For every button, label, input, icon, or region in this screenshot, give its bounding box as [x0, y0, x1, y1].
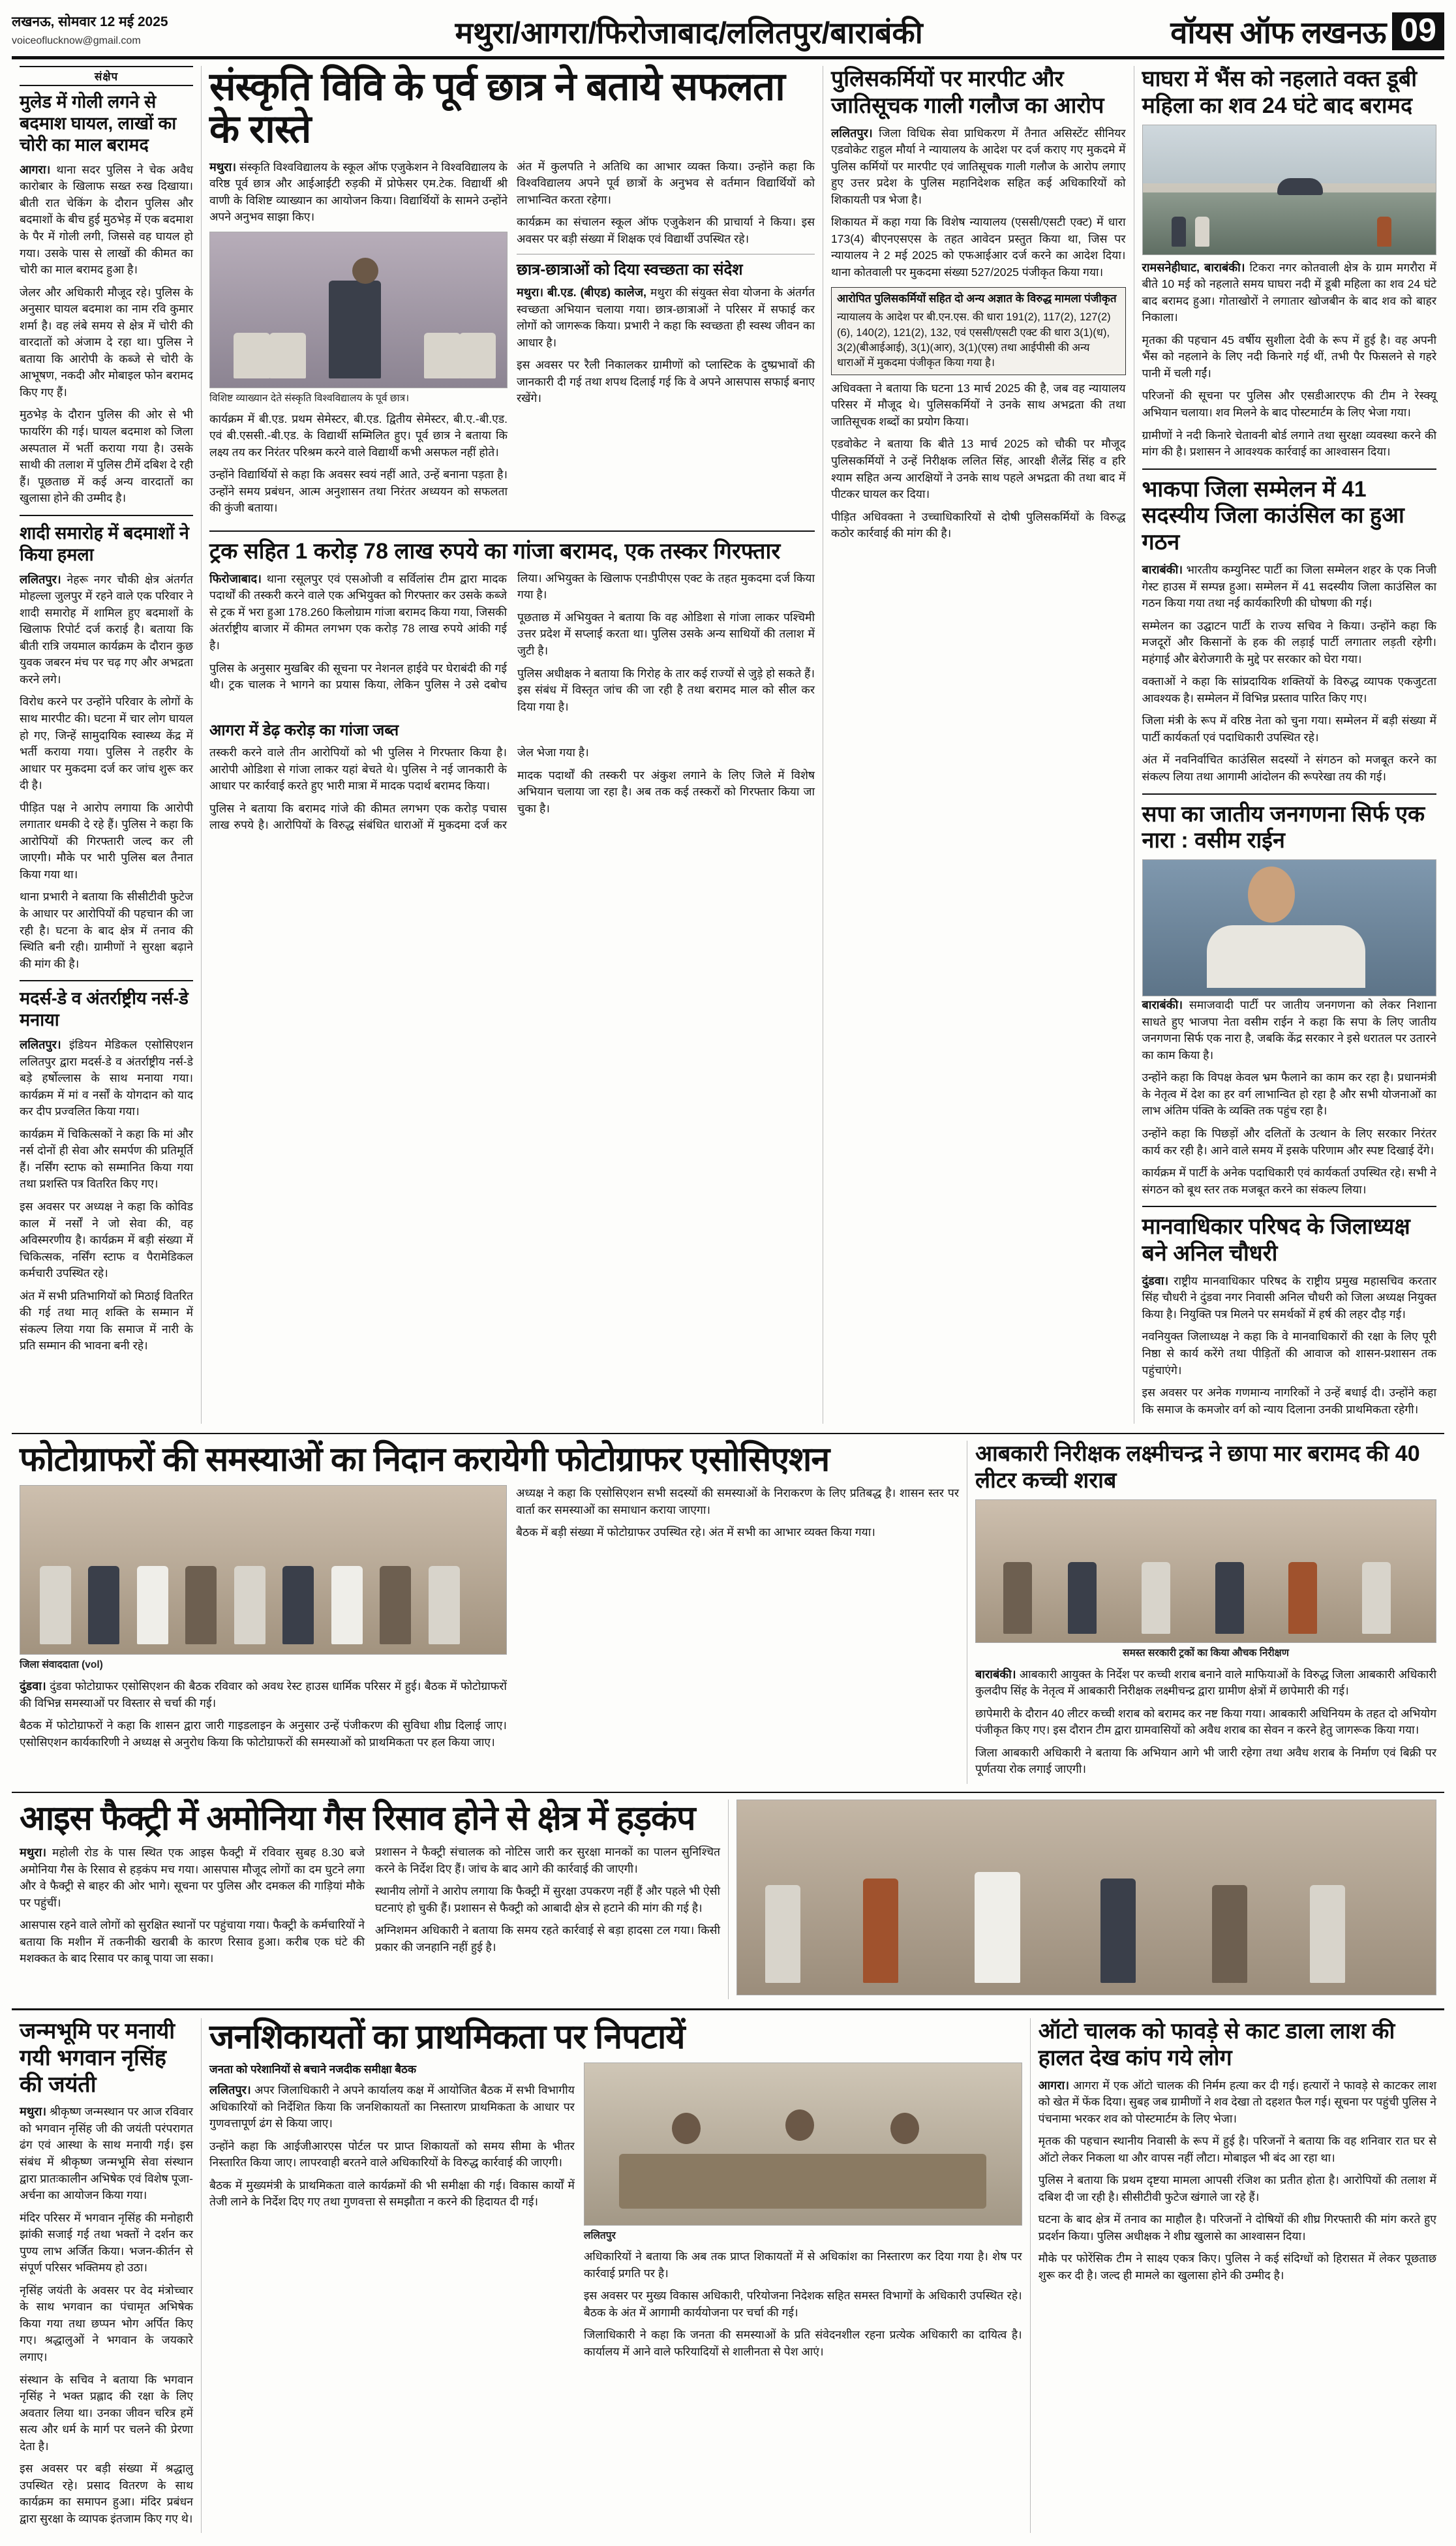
- masthead-editions: मथुरा/आगरा/फिरोजाबाद/ललितपुर/बाराबंकी: [455, 16, 923, 50]
- ganja-sub-p1: तस्करी करने वाले तीन आरोपियों को भी पुलिस ने गिरफ्तार किया है। आरोपी ओडिशा से गांजा लाकर यहां बेचते थे। पुलिस ने नई जानकारी के आधार पर कार्रवाई करते हुए भारी मात्रा में मादक पदार्थ बरामद किया।: [209, 745, 507, 793]
- page-number: 09: [1392, 12, 1444, 50]
- text: इंडियन मेडिकल एसोसिएशन ललितपुर द्वारा मदर्स-डे व अंतर्राष्ट्रीय नर्स-डे बड़े हर्षोल्लास के साथ मनाया गया। कार्यक्रम में मां व नर्सों के योगदान को याद कर दीप प्रज्वलित किया गया।: [20, 1038, 193, 1118]
- photographer-headline: फोटोग्राफरों की समस्याओं का निदान करायेगी फोटोग्राफर एसोसिएशन: [20, 1441, 830, 1479]
- dateline: बाराबंकी।: [1142, 998, 1183, 1012]
- police-box: [831, 287, 1126, 375]
- bottom-band: [12, 2008, 1444, 2534]
- divider: [1142, 793, 1437, 795]
- sapa-p2: उन्होंने कहा कि विपक्ष केवल भ्रम फैलाने का काम कर रहा है। प्रधानमंत्री के नेतृत्व में देश का हर वर्ग लाभान्वित हो रहा है और सभी योजनाओं का लाभ अंतिम पंक्ति के व्यक्ति तक पहुंच रहा है।: [1142, 1071, 1436, 1118]
- brief-story1-headline: मुलेड में गोली लगने से बदमाश घायल, लाखों का चोरी का माल बरामद: [20, 92, 177, 155]
- photographer-caption: जिला संवाददाता (vol): [20, 1659, 103, 1671]
- column-brief: [12, 66, 201, 1424]
- lead-p1: [209, 159, 508, 226]
- sapa-p1: [1142, 996, 1437, 1064]
- hr-p3: इस अवसर पर अनेक गणमान्य नागरिकों ने उन्हें बधाई दी। उन्होंने कहा कि समाज के कमजोर वर्ग को न्याय दिलाना उनकी प्राथमिकता रहेगी।: [1142, 1386, 1436, 1416]
- ice-band: [12, 1792, 1444, 1999]
- dateline: ललितपुर।: [20, 572, 61, 586]
- lead-p2: कार्यक्रम में बी.एड. प्रथम सेमेस्टर, बी.एड. द्वितीय सेमेस्टर, बी.ए.-बी.एड. एवं बी.एससी.-बी.एड. के विद्यार्थी सम्मिलित हुए। पूर्व छात्र ने बताया कि लक्ष्य तय कर निरंतर परिश्रम करने वाले विद्यार्थी कभी असफल नहीं होते।: [209, 412, 508, 459]
- brief-kicker: संक्षेप: [20, 66, 193, 86]
- cpi-p5: अंत में नवनिर्वाचित काउंसिल सदस्यों ने संगठन को मजबूत करने का संकल्प लिया तथा आगामी आंदोलन की रूपरेखा तय की गई।: [1142, 753, 1436, 784]
- police-box-body: न्यायालय के आदेश पर बी.एन.एस. की धारा 191(2), 117(2), 127(2)(6), 140(2), 121(2), 132, एवं एससी/एसटी एक्ट की धारा 3(1)(ध), 3(2)(बीआईआई), 3(1)(आर), 3(1)(एस) तथा आईपीसी की अन्य धाराओं में मुकदमा पंजीकृत किया गया है।: [837, 311, 1111, 369]
- text: थाना रसूलपुर एवं एसओजी व सर्विलांस टीम द्वारा मादक पदार्थों की तस्करी करने वाले एक अभियुक्त को गिरफ्तार कर उसके कब्जे से ट्रक में भरा हुआ 178.260 किलोग्राम गांजा बरामद किया गया, जिसकी अंतर्राष्ट्रीय बाजार में कीमत लगभग एक करोड़ 78 लाख रुपये आंकी गई है।: [209, 572, 507, 652]
- photographer-p1: [20, 1678, 507, 1711]
- ganja-p1: [209, 570, 507, 654]
- brief-story3-p1: [20, 1036, 193, 1120]
- hr-p2: नवनियुक्त जिलाध्यक्ष ने कहा कि वे मानवाधिकारों की रक्षा के लिए पूरी निष्ठा से कार्य करेंगे तथा पीड़ितों की आवाज को शासन-प्रशासन तक पहुंचाएंगे।: [1142, 1330, 1436, 1377]
- brief-story2-p4: थाना प्रभारी ने बताया कि सीसीटीवी फुटेज के आधार पर आरोपियों की पहचान की जा रही है। घटना के बाद क्षेत्र में तनाव की स्थिति बनी रही। ग्रामीणों ने सुरक्षा बढ़ाने की मांग की है।: [20, 890, 193, 970]
- grievance-sub-headline: जनता को परेशानियों से बचाने नजदीक समीक्षा बैठक: [209, 2063, 416, 2076]
- text: राष्ट्रीय मानवाधिकार परिषद के राष्ट्रीय प्रमुख महासचिव करतार सिंह चौधरी ने दुंडवा नगर निवासी अनिल चौधरी को जिला अध्यक्ष नियुक्त किया है। नियुक्ति पत्र मिलने पर समर्थकों में हर्ष की लहर दौड़ गई।: [1142, 1274, 1436, 1321]
- auto-p1: [1039, 2077, 1436, 2128]
- excise-photo: [975, 1499, 1436, 1643]
- divider: [20, 515, 193, 516]
- ganja-headline: ट्रक सहित 1 करोड़ 78 लाख रुपये का गांजा बरामद, एक तस्कर गिरफ्तार: [209, 538, 781, 564]
- sapa-p3: उन्होंने कहा कि पिछड़ों और दलितों के उत्थान के लिए सरकार निरंतर कार्य कर रही है। आने वाले समय में इसके परिणाम और स्पष्ट दिखाई देंगे।: [1142, 1126, 1436, 1157]
- column-lead: [201, 66, 823, 1424]
- column-police: [823, 66, 1134, 1424]
- auto-p5: मौके पर फोरेंसिक टीम ने साक्ष्य एकत्र किए। पुलिस ने कई संदिग्धों को हिरासत में लेकर पूछताछ शुरू कर दी है। जल्द ही मामले का खुलासा होने की उम्मीद है।: [1038, 2252, 1436, 2282]
- masthead-email: voiceoflucknow@gmail.com: [12, 35, 141, 47]
- ganja-p3: पूछताछ में अभियुक्त ने बताया कि वह ओडिशा से गांजा लाकर पश्चिमी उत्तर प्रदेश में सप्लाई करता था। पुलिस उसके अन्य साथियों की तलाश में जुटी है।: [517, 610, 815, 657]
- text: श्रीकृष्ण जन्मस्थान पर आज रविवार को भगवान नृसिंह जी की जयंती परंपरागत ढंग एवं आस्था के साथ मनायी गई। इस संबंध में श्रीकृष्ण जन्मभूमि सेवा संस्थान द्वारा प्रातःकालीन अभिषेक एवं विशेष पूजा-अर्चना का आयोजन किया गया।: [20, 2105, 193, 2202]
- ghaghra-p1: [1142, 259, 1437, 326]
- ghaghra-photo: [1142, 125, 1437, 255]
- dateline: बाराबंकी।: [975, 1667, 1016, 1681]
- dateline: मथुरा।: [20, 1846, 47, 1860]
- police-box-title: आरोपित पुलिसकर्मियों सहित दो अन्य अज्ञात के विरुद्ध मामला पंजीकृत: [837, 292, 1117, 305]
- dateline: रामसनेहीघाट, बाराबंकी।: [1142, 260, 1245, 274]
- brief-story1-p2: जेलर और अधिकारी मौजूद रहे। पुलिस के अनुसार घायल बदमाश का नाम रवि कुमार शर्मा है। वह लंबे समय से क्षेत्र में चोरी की वारदातों को अंजाम दे रहा था। पुलिस ने बताया कि आरोपी के कब्जे से चोरी के आभूषण, नकदी और मोबाइल फोन बरामद किए गए हैं।: [20, 285, 193, 399]
- ganja-p2: पुलिस के अनुसार मुखबिर की सूचना पर नेशनल हाईवे पर घेराबंदी की गई थी। ट्रक चालक ने भागने का प्रयास किया, लेकिन पुलिस ने उसे दबोच लिया। अभियुक्त के खिलाफ एनडीपीएस एक्ट के तहत मुकदमा दर्ज किया गया है।: [209, 571, 815, 692]
- excise-story: [967, 1441, 1444, 1784]
- text: दुंडवा फोटोग्राफर एसोसिएशन की बैठक रविवार को अवध रेस्ट हाउस धार्मिक परिसर में हुई। बैठक में फोटोग्राफरों की विभिन्न समस्याओं पर विस्तार से चर्चा की गई।: [20, 1679, 507, 1710]
- grievance-p1: [209, 2081, 575, 2132]
- cpi-p2: सम्मेलन का उद्घाटन पार्टी के राज्य सचिव ने किया। उन्होंने कहा कि मजदूरों और किसानों के हक की लड़ाई पार्टी लगातार लड़ती रहेगी। महंगाई और बेरोजगारी के मुद्दे पर सरकार को घेरा गया।: [1142, 619, 1436, 666]
- brief-story1-p3: मुठभेड़ के दौरान पुलिस की ओर से भी फायरिंग की गई। घायल बदमाश को जिला अस्पताल में भर्ती कराया गया है। उसके साथी की तलाश में पुलिस टीमें दबिश दे रही हैं। पूछताछ में कई अन्य वारदातों का खुलासा होने की उम्मीद है।: [20, 408, 193, 505]
- dateline: दुंडवा।: [20, 1679, 46, 1693]
- divider: [1142, 1206, 1437, 1207]
- masthead-city-date: लखनऊ, सोमवार 12 मई 2025: [12, 14, 168, 29]
- cpi-p4: जिला मंत्री के रूप में वरिष्ठ नेता को चुना गया। सम्मेलन में बड़ी संख्या में पार्टी कार्यकर्ता एवं पदाधिकारी उपस्थित रहे।: [1142, 714, 1436, 744]
- ice-photo-col: [728, 1800, 1444, 1999]
- dateline: दुंडवा।: [1142, 1274, 1169, 1287]
- ghaghra-p4: ग्रामीणों ने नदी किनारे चेतावनी बोर्ड लगाने तथा सुरक्षा व्यवस्था करने की मांग की है। प्रशासन ने आवश्यक कार्रवाई का आश्वासन दिया।: [1142, 428, 1436, 459]
- dateline: ललितपुर।: [20, 1038, 61, 1052]
- ice-p2: आसपास रहने वाले लोगों को सुरक्षित स्थानों पर पहुंचाया गया। फैक्ट्री के कर्मचारियों ने बताया कि मशीन में तकनीकी खराबी के कारण रिसाव हुआ। करीब एक घंटे की मशक्कत के बाद रिसाव पर काबू पाया जा सका।: [20, 1918, 365, 1965]
- divider: [20, 980, 193, 981]
- text: समाजवादी पार्टी पर जातीय जनगणना को लेकर निशाना साधते हुए भाजपा नेता वसीम राईन ने कहा कि सपा के लिए जातीय जनगणना सिर्फ एक नारा है, जबकि केंद्र सरकार ने इसे धरातल पर उतारने का काम किया है।: [1142, 998, 1436, 1062]
- text: थाना सदर पुलिस ने चेक अवैध कारोबार के खिलाफ सख्त रुख दिखाया। बीती रात चेकिंग के दौरान पुलिस और बदमाशों के बीच हुई मुठभेड़ में एक बदमाश के पैर में गोली लगी, जिससे वह घायल हो गया। उसके पास से लाखों की कीमत का चोरी का माल बरामद हुआ है।: [20, 162, 193, 277]
- dateline: आगरा।: [20, 162, 51, 176]
- ganja-p4: पुलिस अधीक्षक ने बताया कि गिरोह के तार कई राज्यों से जुड़े हो सकते हैं। इस संबंध में विस्तृत जांच की जा रही है तथा बरामद माल को सील कर दिया गया है।: [517, 666, 815, 713]
- excise-p1: [975, 1666, 1436, 1700]
- brief-story2-p2: विरोध करने पर उन्होंने परिवार के लोगों के साथ मारपीट की। घटना में चार लोग घायल हो गए, जिन्हें सामुदायिक स्वास्थ्य केंद्र में भर्ती कराया गया। पुलिस ने तहरीर के आधार पर मुकदमा दर्ज कर जांच शुरू कर दी है।: [20, 695, 193, 792]
- text: जिला विधिक सेवा प्राधिकरण में तैनात असिस्टेंट सीनियर एडवोकेट राहुल मौर्या ने न्यायालय के आदेश पर दर्ज कराए गए मुकदमे में पुलिस कर्मियों पर मारपीट एवं जातिसूचक गाली गलौज के आरोप लगाए हुए उत्तर प्रदेश के पुलिस महानिदेशक सहित कई अधिकारियों को शिकायती पत्र भेजा है।: [831, 126, 1126, 206]
- text: मथुरा की संयुक्त सेवा योजना के अंतर्गत स्वच्छता अभियान चलाया गया। छात्र-छात्राओं ने परिसर में सफाई कर लोगों को जागरूक किया। प्रभारी ने कहा कि स्वच्छता ही स्वस्थ जीवन का आधार है।: [517, 286, 815, 349]
- auto-headline: ऑटो चालक को फावड़े से काट डाला लाश की हालत देख कांप गये लोग: [1038, 2018, 1395, 2070]
- text: आबकारी आयुक्त के निर्देश पर कच्ची शराब बनाने वाले माफियाओं के विरुद्ध जिला आबकारी अधिकारी कुलदीप सिंह के नेतृत्व में आबकारी निरीक्षक लक्ष्मीचन्द्र द्वारा ग्रामीण क्षेत्रों में छापेमारी की गई।: [975, 1667, 1436, 1698]
- ice-p3: प्रशासन ने फैक्ट्री संचालक को नोटिस जारी कर सुरक्षा मानकों का पालन सुनिश्चित करने के निर्देश दिए हैं। जांच के बाद आगे की कार्रवाई की जाएगी।: [375, 1845, 720, 1875]
- grievance-p5: इस अवसर पर मुख्य विकास अधिकारी, परियोजना निदेशक सहित समस्त विभागों के अधिकारी उपस्थित रहे। बैठक के अंत में आगामी कार्ययोजना पर चर्चा की गई।: [583, 2289, 1022, 2319]
- auto-p3: पुलिस ने बताया कि प्रथम दृष्टया मामला आपसी रंजिश का प्रतीत होता है। आरोपियों की तलाश में दबिश दी जा रही है। सीसीटीवी फुटेज खंगाले जा रहे हैं।: [1038, 2173, 1436, 2203]
- dateline: ललितपुर।: [209, 2083, 251, 2097]
- photographer-story: [12, 1441, 967, 1784]
- lead-photo: [209, 232, 508, 388]
- grievance-photo-caption: ललितपुर: [583, 2230, 616, 2242]
- narsingh-story: [12, 2018, 201, 2534]
- police-p5: पीड़ित अधिवक्ता ने उच्चाधिकारियों से दोषी पुलिसकर्मियों के विरुद्ध कठोर कार्रवाई की मांग की है।: [831, 510, 1126, 540]
- brief-story3-p3: इस अवसर पर अध्यक्ष ने कहा कि कोविड काल में नर्सों ने जो सेवा की, वह अविस्मरणीय है। कार्यक्रम में बड़ी संख्या में चिकित्सक, नर्सिंग स्टाफ व पैरामेडिकल कर्मचारी उपस्थित रहे।: [20, 1200, 193, 1280]
- grievance-headline: जनशिकायतों का प्राथमिकता पर निपटायें: [209, 2017, 685, 2056]
- auto-p2: मृतक की पहचान स्थानीय निवासी के रूप में हुई है। परिजनों ने बताया कि वह शनिवार रात घर से ऑटो लेकर निकला था और वापस नहीं लौटा। मोबाइल भी बंद आ रहा था।: [1038, 2134, 1436, 2164]
- dateline: बाराबंकी।: [1142, 563, 1183, 576]
- grievance-p4: अधिकारियों ने बताया कि अब तक प्राप्त शिकायतों में से अधिकांश का निस्तारण कर दिया गया है। शेष पर कार्रवाई प्रगति पर है।: [583, 2250, 1022, 2280]
- police-p4: एडवोकेट ने बताया कि बीते 13 मार्च 2025 को चौकी पर मौजूद पुलिसकर्मियों ने उन्हें निरीक्षक ललित सिंह, आरक्षी शैलेंद्र सिंह व हरि श्याम सहित अन्य आरक्षियों ने उनके साथ पहले अभद्रता की तथा बाद में पीटकर घायल कर दिया।: [831, 437, 1126, 501]
- brief-story3-headline: मदर्स-डे व अंतर्राष्ट्रीय नर्स-डे मनाया: [20, 989, 189, 1030]
- masthead-left: [12, 9, 207, 48]
- excise-headline: आबकारी निरीक्षक लक्ष्मीचन्द्र ने छापा मार बरामद की 40 लीटर कच्ची शराब: [975, 1441, 1420, 1493]
- lead-headline: संस्कृति विवि के पूर्व छात्र ने बताये सफलता के रास्ते: [209, 65, 785, 151]
- text: टिकरा नगर कोतवाली क्षेत्र के ग्राम मगरौरा में बीते 10 मई को नहलाते समय घाघरा नदी में डूबी महिला का शव 24 घंटे बाद बरामद हुआ। गोताखोरों ने लगातार खोजबीन के बाद शव को बाहर निकाला।: [1142, 260, 1436, 324]
- grievance-photo: [584, 2063, 1022, 2226]
- text: नेहरू नगर चौकी क्षेत्र अंतर्गत मोहल्ला जुलपुर में रहने वाले एक परिवार ने शादी समारोह में शामिल हुए बदमाशों के खिलाफ रिपोर्ट दर्ज कराई है। बताया कि बीती रात्रि जयमाल कार्यक्रम के दौरान कुछ युवक जबरन मंच पर चढ़ गए और अभद्रता करने लगे।: [20, 572, 193, 686]
- auto-p4: घटना के बाद क्षेत्र में तनाव का माहौल है। परिजनों ने दोषियों की शीघ्र गिरफ्तारी की मांग करते हुए प्रदर्शन किया। पुलिस अधीक्षक ने शीघ्र खुलासे का आश्वासन दिया।: [1038, 2213, 1436, 2243]
- brief-story2-p1: [20, 571, 193, 688]
- dateline: मथुरा।: [209, 160, 237, 174]
- brief-story2-p3: पीड़ित पक्ष ने आरोप लगाया कि आरोपी लगातार धमकी दे रहे हैं। पुलिस ने कहा कि आरोपियों की गिरफ्तारी जल्द कर ली जाएगी। मौके पर भारी पुलिस बल तैनात किया गया था।: [20, 801, 193, 881]
- ghaghra-p3: परिजनों की सूचना पर पुलिस और एसडीआरएफ की टीम ने रेस्क्यू अभियान चलाया। शव मिलने के बाद पोस्टमार्टम के लिए भेजा गया।: [1142, 389, 1436, 419]
- award-photo: [736, 1800, 1436, 1995]
- police-headline: पुलिसकर्मियों पर मारपीट और जातिसूचक गाली गलौज का आरोप: [831, 67, 1104, 118]
- dateline: फिरोजाबाद।: [209, 572, 262, 585]
- grievance-p2: उन्होंने कहा कि आईजीआरएस पोर्टल पर प्राप्त शिकायतों को समय सीमा के भीतर निस्तारित किया जाए। लापरवाही बरतने वाले अधिकारियों के विरुद्ध कार्रवाई की जाएगी।: [209, 2139, 575, 2170]
- cpi-headline: भाकपा जिला सम्मेलन में 41 सदस्यीय जिला काउंसिल का हुआ गठन: [1142, 476, 1404, 555]
- sapa-headline: सपा का जातीय जनगणना सिर्फ एक नारा : वसीम राईन: [1142, 801, 1425, 853]
- police-p3: अधिवक्ता ने बताया कि घटना 13 मार्च 2025 की है, जब वह न्यायालय परिसर में मौजूद थे। पुलिसकर्मियों ने उनके साथ अभद्रता की तथा जातिसूचक शब्दों का प्रयोग किया।: [831, 381, 1126, 428]
- ice-p5: अग्निशमन अधिकारी ने बताया कि समय रहते कार्रवाई से बड़ा हादसा टल गया। किसी प्रकार की जनहानि नहीं हुई है।: [375, 1924, 720, 1954]
- dateline: मथुरा।: [20, 2105, 47, 2119]
- police-p2: शिकायत में कहा गया कि विशेष न्यायालय (एससी/एसटी एक्ट) में धारा 173(4) बीएनएसएस के तहत आवेदन प्रस्तुत किया था, जिस पर न्यायालय ने 2 मई 2025 को एफआईआर दर्ज करने का आदेश दिया। थाना कोतवाली पर मुकदमा संख्या 527/2025 पंजीकृत किया गया।: [831, 215, 1126, 279]
- narsingh-headline: जन्मभूमि पर मनायी गयी भगवान नृसिंह की जयंती: [20, 2018, 175, 2097]
- ghaghra-p2: मृतका की पहचान 45 वर्षीय सुशीला देवी के रूप में हुई है। वह अपनी भैंस को नहलाने के लिए नदी किनारे गई थीं, तभी पैर फिसलने से गहरे पानी में चली गईं।: [1142, 333, 1436, 380]
- excise-caption: समस्त सरकारी ट्रकों का किया औचक निरीक्षण: [1122, 1647, 1289, 1659]
- ice-p4: स्थानीय लोगों ने आरोप लगाया कि फैक्ट्री में सुरक्षा उपकरण नहीं हैं और पहले भी ऐसी घटनाएं हो चुकी हैं। प्रशासन से फैक्ट्री को आबादी क्षेत्र से हटाने की मांग की गई है।: [375, 1884, 720, 1914]
- photographer-p2: बैठक में फोटोग्राफरों ने कहा कि शासन द्वारा जारी गाइडलाइन के अनुसार उन्हें पंजीकरण की सुविधा शीघ्र दिलाई जाए। एसोसिएशन कार्यकारिणी ने अध्यक्ष से अनुरोध किया कि फोटोग्राफरों की समस्याओं को प्राथमिकता पर हल किया जाए।: [20, 1719, 507, 1749]
- grievance-p3: बैठक में मुख्यमंत्री के प्राथमिकता वाले कार्यक्रमों की भी समीक्षा की गई। विकास कार्यों में तेजी लाने के निर्देश दिए गए तथा गुणवत्ता से समझौता न करने की हिदायत दी गई।: [209, 2178, 575, 2209]
- lead-sub-p1: [517, 284, 815, 351]
- text: अपर जिलाधिकारी ने अपने कार्यालय कक्ष में आयोजित बैठक में सभी विभागीय अधिकारियों को निर्देशित किया कि जनशिकायतों का निस्तारण प्राथमिकता के आधार पर गुणवत्तापूर्ण ढंग से किया जाए।: [209, 2083, 575, 2130]
- lead-photo-caption: विशिष्ट व्याख्यान देते संस्कृति विश्वविद्यालय के पूर्व छात्र।: [209, 392, 410, 404]
- ganja-sub-p3: मादक पदार्थों की तस्करी पर अंकुश लगाने के लिए जिले में विशेष अभियान चलाया जा रहा है। अब तक कई तस्करों को गिरफ्तार किया जा चुका है।: [517, 768, 815, 815]
- sapa-portrait: [1142, 859, 1437, 996]
- narsingh-p4: संस्थान के सचिव ने बताया कि भगवान नृसिंह ने भक्त प्रह्लाद की रक्षा के लिए अवतार लिया था। उनका जीवन चरित्र हमें सत्य और धर्म के मार्ग पर चलने की प्रेरणा देता है।: [20, 2372, 193, 2453]
- narsingh-p2: मंदिर परिसर में भगवान नृसिंह की मनोहारी झांकी सजाई गई तथा भक्तों ने दर्शन कर पुण्य लाभ अर्जित किया। भजन-कीर्तन से संपूर्ण परिसर भक्तिमय हो उठा।: [20, 2211, 193, 2275]
- brief-story3-p4: अंत में सभी प्रतिभागियों को मिठाई वितरित की गई तथा मातृ शक्ति के सम्मान में संकल्प लिया गया कि समाज में नारी के प्रति सम्मान की भावना बनी रहे।: [20, 1289, 193, 1353]
- photographer-photo: [20, 1485, 507, 1655]
- police-p1: [831, 125, 1126, 209]
- lead-p4: अंत में कुलपति ने अतिथि का आभार व्यक्त किया। उन्होंने कहा कि विश्वविद्यालय अपने पूर्व छात्रों के अनुभव से वर्तमान विद्यार्थियों को लाभान्वित करता रहेगा।: [517, 159, 815, 206]
- middle-band: [12, 1433, 1444, 1784]
- lead-sub-headline: छात्र-छात्राओं को दिया स्वच्छता का संदेश: [517, 261, 743, 279]
- text: भारतीय कम्युनिस्ट पार्टी का जिला सम्मेलन शहर के एक निजी गेस्ट हाउस में सम्पन्न हुआ। सम्मेलन में 41 सदस्यीय जिला काउंसिल का गठन किया गया तथा नई कार्यकारिणी की घोषणा की गई।: [1142, 563, 1436, 610]
- text: आगरा में एक ऑटो चालक की निर्मम हत्या कर दी गई। हत्यारों ने फावड़े से काटकर लाश को खेत में फेंक दिया। सुबह जब ग्रामीणों ने शव देखा तो दहशत फैल गई। सूचना पर पहुंची पुलिस ने पंचनामा भरकर शव को पोस्टमार्टम के लिए भेजा।: [1038, 2078, 1436, 2125]
- excise-p3: जिला आबकारी अधिकारी ने बताया कि अभियान आगे भी जारी रहेगा तथा अवैध शराब के निर्माण एवं बिक्री पर पूर्णतया रोक लगाई जाएगी।: [975, 1745, 1436, 1776]
- cpi-p1: [1142, 561, 1437, 612]
- narsingh-p1: [20, 2103, 193, 2203]
- main-grid: [12, 66, 1444, 1424]
- narsingh-p3: नृसिंह जयंती के अवसर पर वेद मंत्रोच्चार के साथ भगवान का पंचामृत अभिषेक किया गया तथा छप्पन भोग अर्पित किए गए। श्रद्धालुओं ने भगवान के जयकारे लगाए।: [20, 2283, 193, 2363]
- excise-p2: छापेमारी के दौरान 40 लीटर कच्ची शराब को बरामद कर नष्ट किया गया। आबकारी अधिनियम के तहत दो अभियोग पंजीकृत किए गए। इस दौरान टीम द्वारा ग्रामवासियों को अवैध शराब का सेवन न करने हेतु जागरूक किया गया।: [975, 1706, 1436, 1737]
- text: संस्कृति विश्वविद्यालय के स्कूल ऑफ एजुकेशन ने विश्वविद्यालय के वरिष्ठ पूर्व छात्र और आईआईटी रुड़की में प्रोफेसर एम.टेक. विद्यार्थी श्री वाणी के विशिष्ट व्याख्यान का आयोजन किया। विद्यार्थियों के सामने उन्होंने अपने अनुभव साझा किए।: [209, 160, 508, 224]
- lead-p3: उन्होंने विद्यार्थियों से कहा कि अवसर स्वयं नहीं आते, उन्हें बनाना पड़ता है। उन्होंने समय प्रबंधन, आत्म अनुशासन तथा निरंतर अध्ययन को सफलता की कुंजी बताया।: [209, 468, 508, 515]
- brief-story1-p1: [20, 161, 193, 279]
- dateline: आगरा।: [1038, 2078, 1070, 2092]
- narsingh-p5: इस अवसर पर बड़ी संख्या में श्रद्धालु उपस्थित रहे। प्रसाद वितरण के साथ कार्यक्रम का समापन हुआ। मंदिर प्रबंधन द्वारा सुरक्षा के व्यापक इंतजाम किए गए थे।: [20, 2462, 193, 2525]
- lead-sub-p2: इस अवसर पर रैली निकालकर ग्रामीणों को प्लास्टिक के दुष्प्रभावों की जानकारी दी गई तथा शपथ दिलाई गई कि वे अपने आसपास सफाई बनाए रखेंगे।: [517, 358, 815, 405]
- masthead-right: [1170, 9, 1444, 52]
- auto-driver-story: [1030, 2018, 1444, 2534]
- cpi-p3: वक्ताओं ने कहा कि सांप्रदायिक शक्तियों के विरुद्ध व्यापक एकजुटता आवश्यक है। सम्मेलन में विभिन्न प्रस्ताव पारित किए गए।: [1142, 675, 1436, 705]
- masthead: [12, 9, 1444, 59]
- ice-story: [12, 1800, 728, 1999]
- grievance-story: [201, 2018, 1030, 2534]
- sapa-p4: कार्यक्रम में पार्टी के अनेक पदाधिकारी एवं कार्यकर्ता उपस्थित रहे। सभी ने संगठन को बूथ स्तर तक मजबूत करने का संकल्प लिया।: [1142, 1166, 1436, 1196]
- ghaghra-headline: घाघरा में भैंस को नहलाते वक्त डूबी महिला का शव 24 घंटे बाद बरामद: [1142, 67, 1418, 118]
- ganja-sub-p2: पुलिस ने बताया कि बरामद गांजे की कीमत लगभग एक करोड़ पचास लाख रुपये है। आरोपियों के विरुद्ध संबंधित धाराओं में मुकदमा दर्ज कर जेल भेजा गया है।: [209, 745, 589, 832]
- photographer-p4: बैठक में बड़ी संख्या में फोटोग्राफर उपस्थित रहे। अंत में सभी का आभार व्यक्त किया गया।: [515, 1526, 875, 1539]
- lead-p5: कार्यक्रम का संचालन स्कूल ऑफ एजुकेशन की प्राचार्या ने किया। इस अवसर पर बड़ी संख्या में शिक्षक एवं विद्यार्थी उपस्थित रहे।: [517, 215, 815, 245]
- divider: [209, 530, 815, 532]
- ice-p1: [20, 1844, 365, 1911]
- grievance-p6: जिलाधिकारी ने कहा कि जनता की समस्याओं के प्रति संवेदनशील रहना प्रत्येक अधिकारी का दायित्व है। कार्यालय में आने वाले फरियादियों से शालीनता से पेश आएं।: [583, 2328, 1022, 2358]
- dateline: मथुरा। बी.एड. (बीएड) कालेज,: [517, 286, 647, 299]
- brief-story3-p2: कार्यक्रम में चिकित्सकों ने कहा कि मां और नर्स दोनों ही सेवा और समर्पण की प्रतिमूर्ति हैं। नर्सिंग स्टाफ को सम्मानित किया गया तथा प्रशस्ति पत्र वितरित किए गए।: [20, 1127, 193, 1191]
- ganja-sub-headline: आगरा में डेढ़ करोड़ का गांजा जब्त: [209, 722, 399, 740]
- hr-headline: मानवाधिकार परिषद के जिलाध्यक्ष बने अनिल चौधरी: [1142, 1214, 1410, 1266]
- dateline: ललितपुर।: [831, 126, 873, 140]
- ice-headline: आइस फैक्ट्री में अमोनिया गैस रिसाव होने से क्षेत्र में हड़कंप: [20, 1799, 695, 1837]
- text: महोली रोड के पास स्थित एक आइस फैक्ट्री में रविवार सुबह 8.30 बजे अमोनिया गैस के रिसाव से हड़कंप मच गया। आसपास मौजूद लोगों का दम घुटने लगा और वे फैक्ट्री से बाहर की ओर भागे। सूचना पर पुलिस और दमकल की गाड़ियां मौके पर पहुंचीं।: [20, 1846, 365, 1909]
- masthead-logo: वॉयस ऑफ लखनऊ: [1170, 15, 1386, 50]
- brief-story2-headline: शादी समारोह में बदमाशों ने किया हमला: [20, 523, 189, 564]
- photographer-p3: अध्यक्ष ने कहा कि एसोसिएशन सभी सदस्यों की समस्याओं के निराकरण के लिए प्रतिबद्ध है। शासन स्तर पर वार्ता कर समस्याओं का समाधान कराया जाएगा।: [515, 1486, 959, 1516]
- hr-p1: [1142, 1272, 1437, 1323]
- column-right: [1134, 66, 1445, 1424]
- divider: [1142, 468, 1437, 470]
